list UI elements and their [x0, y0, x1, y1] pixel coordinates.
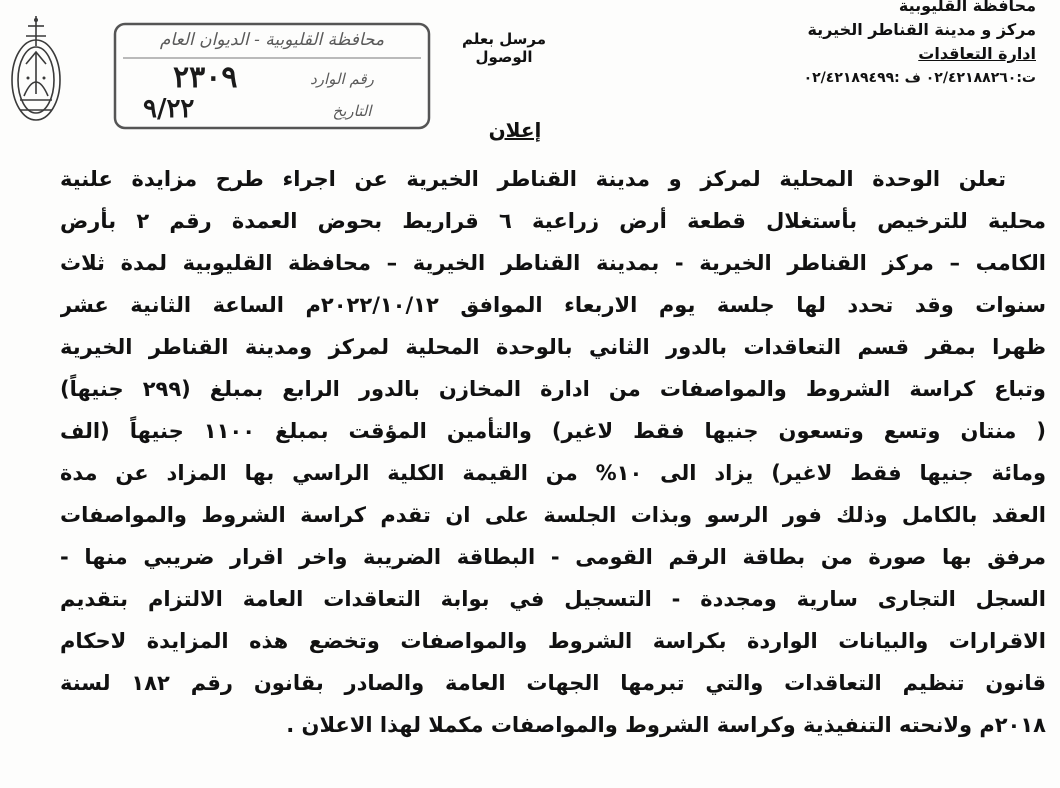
governorate-name: محافظة القليوبية — [898, 0, 1036, 15]
body-line: ظهرا بمقر قسم التعاقدات بالدور الثاني بالوحدة المحلية لمركز ومدينة القناطر الخيرية — [60, 335, 1046, 359]
body-line: محلية للترخيص بأستغلال قطعة أرض زراعية ٦ قراريط بحوض العمدة رقم ٢ بأرض — [60, 209, 1046, 233]
department-name: ادارة التعاقدات — [918, 44, 1036, 63]
governorate-emblem-icon — [6, 8, 66, 128]
body-line: وتباع كراسة الشروط والمواصفات من ادارة المخازن بالدور الرابع بمبلغ (٢٩٩ جنيهاً) — [60, 377, 1046, 401]
incoming-stamp — [113, 22, 431, 130]
body-line: قانون تنظيم التعاقدات والتي تبرمها الجهات العامة والصادر بقانون رقم ١٨٢ لسنة — [60, 671, 1046, 695]
body-line: مرفق بها صورة من بطاقة الرقم القومى - البطاقة الضريبة واخر اقرار ضريبي منها - — [60, 545, 1046, 569]
stamp-handwritten-date: ٩/٢٢ — [143, 94, 195, 124]
contact-phones: ت:٠٢/٤٢١٨٨٢٦٠ ف :٠٢/٤٢١٨٩٤٩٩ — [803, 70, 1036, 86]
stamp-date-label: التاريخ — [332, 102, 372, 120]
body-line: ومائة جنيها فقط لاغير) يزاد الى ١٠% من القيمة الكلية الراسي بها المزاد عن مدة — [60, 461, 1046, 485]
stamp-incoming-number: ٢٣٠٩ — [173, 60, 238, 95]
stamp-authority-text: محافظة القليوبية - الديوان العام — [159, 30, 385, 50]
body-line: السجل التجارى سارية ومجددة - التسجيل في بوابة التعاقدات العامة الالتزام بتقديم — [60, 587, 1046, 611]
body-line: الاقرارات والبيانات الواردة بكراسة الشروط والمواصفات وتخضع هذه المزايدة لاحكام — [60, 629, 1046, 653]
sent-with-acknowledgment: مرسل بعلم الوصول — [462, 30, 546, 66]
stamp-incoming-label: رقم الوارد — [310, 70, 374, 88]
announcement-title: إعلان — [488, 118, 542, 142]
body-line: ٢٠١٨م ولانحته التنفيذية وكراسة الشروط والمواصفات مكملا لهذا الاعلان . — [286, 713, 1046, 737]
body-line: العقد بالكامل وذلك فور الرسو وبذات الجلسة على ان تقدم كراسة الشروط والمواصفات — [60, 503, 1046, 527]
center-name: مركز و مدينة القناطر الخيرية — [807, 20, 1036, 39]
body-line: تعلن الوحدة المحلية لمركز و مدينة القناطر الخيرية عن اجراء طرح مزايدة علنية — [60, 167, 1006, 191]
letterhead — [636, 0, 1036, 90]
announcement-body — [60, 158, 1046, 746]
body-line: الكامب – مركز القناطر الخيرية - بمدينة القناطر الخيرية – محافظة القليوبية لمدة ثلاث — [60, 251, 1046, 275]
body-line: ( منتان وتسع وتسعون جنيها فقط لاغير) والتأمين المؤقت بمبلغ ١١٠٠ جنيهاً (الف — [60, 419, 1046, 443]
body-line: سنوات وقد تحدد لها جلسة يوم الاربعاء الموافق ٢٠٢٢/١٠/١٢م الساعة الثانية عشر — [60, 293, 1046, 317]
